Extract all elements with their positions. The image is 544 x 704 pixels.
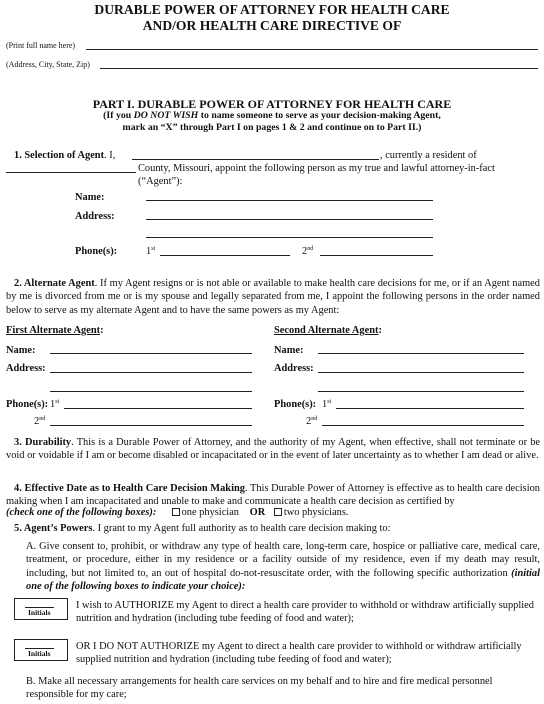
section5-text bbox=[14, 522, 391, 535]
power-a-body: A. Give consent to, prohibit, or withdraw any type of health care, long-term care, hospice or palliative care, medical care, treatment, or procedure, either in my residence or a facility outside of my residence, even if my death may result, including, but not limited to, an out of hospital do-not-resuscitate order, with the following specific authorization bbox=[26, 541, 540, 579]
ordinal-suffix: st bbox=[151, 246, 156, 252]
alt2-phone2-field[interactable] bbox=[322, 415, 524, 426]
document-title: DURABLE POWER OF ATTORNEY FOR HEALTH CARE bbox=[94, 2, 450, 17]
colon: : bbox=[378, 325, 382, 336]
note-text: to name someone to serve as your decision-making Agent, bbox=[198, 110, 441, 121]
section5-label: 5. Agent’s Powers bbox=[14, 523, 93, 534]
first-alternate-heading bbox=[6, 324, 104, 337]
alt1-phone2-field[interactable] bbox=[50, 415, 252, 426]
two-physicians-checkbox[interactable] bbox=[274, 508, 282, 516]
second-alternate-title: Second Alternate Agent bbox=[274, 325, 379, 336]
agent-address-field-2[interactable] bbox=[146, 227, 433, 238]
document-subtitle: AND/OR HEALTH CARE DIRECTIVE OF bbox=[142, 18, 402, 33]
section1-lead bbox=[14, 149, 115, 162]
agent-name-field[interactable] bbox=[146, 190, 433, 201]
part1-heading: PART I. DURABLE POWER OF ATTORNEY FOR HEALTH CARE bbox=[92, 97, 452, 111]
power-b-text: B. Make all necessary arrangements for health care services on my behalf and to hire and fire medical personnel responsible for my care; bbox=[26, 676, 493, 701]
alt1-address-label: Address: bbox=[6, 363, 46, 374]
section1-appoint-text: County, Missouri, appoint the following person as my true and lawful attorney-in-fact (“Agent”): bbox=[138, 163, 495, 188]
ordinal-suffix: st bbox=[55, 399, 60, 405]
colon: : bbox=[100, 325, 104, 336]
alt2-phone1-label bbox=[322, 398, 331, 411]
alt1-address-field-2[interactable] bbox=[50, 381, 252, 392]
ordinal-suffix: nd bbox=[311, 416, 318, 422]
power-a-text bbox=[26, 540, 540, 593]
phone-label: Phone(s): bbox=[6, 399, 49, 410]
ordinal: 2 bbox=[34, 416, 40, 427]
second-alternate-heading bbox=[274, 324, 382, 337]
initials-label: Initials bbox=[25, 648, 54, 659]
alt2-address-field-2[interactable] bbox=[318, 381, 524, 392]
section1-label: 1. Selection of Agent bbox=[14, 150, 105, 161]
address-label: (Address, City, State, Zip) bbox=[6, 60, 90, 69]
alt2-phone2-label bbox=[306, 415, 317, 428]
not-authorize-option-text: OR I DO NOT AUTHORIZE my Agent to direct a health care provider to withhold or withdraw artificially supplied nutrition and hydration (including tube feeding of food and water); bbox=[76, 641, 522, 666]
alt2-phone-label bbox=[274, 398, 316, 411]
initials-label: Initials bbox=[25, 607, 54, 618]
alt1-phone-label bbox=[6, 398, 48, 411]
section1-text: . I, bbox=[104, 150, 116, 161]
agent-phone-label: Phone(s): bbox=[75, 246, 118, 257]
ordinal-suffix: nd bbox=[307, 246, 314, 252]
part1-note-line2: mark an “X” through Part I on pages 1 & 2 and continue on to Part II.) bbox=[122, 122, 422, 133]
agent-name-label: Name: bbox=[75, 192, 105, 203]
ordinal: 1 bbox=[50, 399, 56, 410]
alt1-address-field-1[interactable] bbox=[50, 362, 252, 373]
first-alternate-title: First Alternate Agent bbox=[6, 325, 101, 336]
alt1-phone2-label bbox=[34, 415, 45, 428]
principal-name-field[interactable] bbox=[132, 149, 379, 160]
ordinal: 1 bbox=[322, 399, 328, 410]
section3-text bbox=[6, 436, 540, 463]
alt1-phone1-field[interactable] bbox=[64, 398, 252, 409]
section3-label: 3. Durability bbox=[14, 437, 72, 448]
alt2-name-label: Name: bbox=[274, 345, 304, 356]
ordinal-suffix: nd bbox=[39, 416, 46, 422]
section2-text bbox=[6, 277, 540, 317]
alt1-name-field[interactable] bbox=[50, 343, 252, 354]
alt2-address-label: Address: bbox=[274, 363, 314, 374]
or-label: OR bbox=[249, 507, 266, 518]
ordinal-suffix: st bbox=[327, 399, 332, 405]
address-field[interactable] bbox=[100, 58, 538, 69]
alt2-name-field[interactable] bbox=[318, 343, 524, 354]
check-instruction: (check one of the following boxes): bbox=[6, 507, 157, 518]
agent-address-label: Address: bbox=[75, 211, 115, 222]
ordinal: 2 bbox=[302, 246, 308, 257]
two-physicians-label: two physicians. bbox=[283, 507, 349, 518]
section4-text bbox=[6, 482, 540, 509]
agent-phone2-label bbox=[302, 245, 313, 258]
agent-phone1-label bbox=[146, 245, 155, 258]
section5-body: . I grant to my Agent full authority as to health care decision making to: bbox=[92, 523, 391, 534]
effective-date-options bbox=[6, 506, 348, 519]
section2-label: 2. Alternate Agent bbox=[14, 278, 95, 289]
not-authorize-initials-box[interactable] bbox=[14, 639, 68, 661]
one-physician-checkbox[interactable] bbox=[172, 508, 180, 516]
section4-body: . This Durable Power of Attorney is effective as to health care decision making when I am incapacitated and unable to make and communicate a health care decision as certified by bbox=[6, 483, 540, 508]
phone-label: Phone(s): bbox=[274, 399, 317, 410]
ordinal: 1 bbox=[146, 246, 152, 257]
note-text: (If you bbox=[103, 110, 134, 121]
section2-body: . If my Agent resigns or is not able or available to make health care decisions for me, or if an Agent named by me is divorced from me or is my spouse and legally separated from me, I appoint the following persons in the order named below to serve as my alternate Agent and to have the same powers as my Agent: bbox=[6, 278, 540, 316]
section3-body: . This is a Durable Power of Attorney, and the authority of my Agent, when effective, shall not terminate or be void or voidable if I am or become disabled or incapacitated or in the event of later uncertainty as to whether I am dead or alive. bbox=[6, 437, 541, 462]
county-field[interactable] bbox=[6, 162, 136, 173]
print-name-label: (Print full name here) bbox=[6, 41, 76, 50]
authorize-initials-box[interactable] bbox=[14, 598, 68, 620]
power-a-instruction: (initial one of the following boxes to indicate your choice): bbox=[26, 567, 540, 592]
agent-phone2-field[interactable] bbox=[320, 245, 433, 256]
authorize-option-text: I wish to AUTHORIZE my Agent to direct a health care provider to withhold or withdraw artificially supplied nutrition and hydration (including tube feeding of food and water); bbox=[76, 600, 534, 625]
section1-resident-text: , currently a resident of bbox=[380, 150, 477, 161]
section4-label: 4. Effective Date as to Health Care Decision Making bbox=[14, 483, 245, 494]
agent-phone1-field[interactable] bbox=[160, 245, 290, 256]
alt1-phone1-label bbox=[50, 398, 59, 411]
note-emphasis: DO NOT WISH bbox=[133, 110, 199, 121]
one-physician-label: one physician bbox=[181, 507, 240, 518]
alt2-address-field-1[interactable] bbox=[318, 362, 524, 373]
agent-address-field-1[interactable] bbox=[146, 209, 433, 220]
ordinal: 2 bbox=[306, 416, 312, 427]
full-name-field[interactable] bbox=[86, 39, 538, 50]
alt2-phone1-field[interactable] bbox=[336, 398, 524, 409]
alt1-name-label: Name: bbox=[6, 345, 36, 356]
part1-note-line1 bbox=[0, 110, 544, 123]
